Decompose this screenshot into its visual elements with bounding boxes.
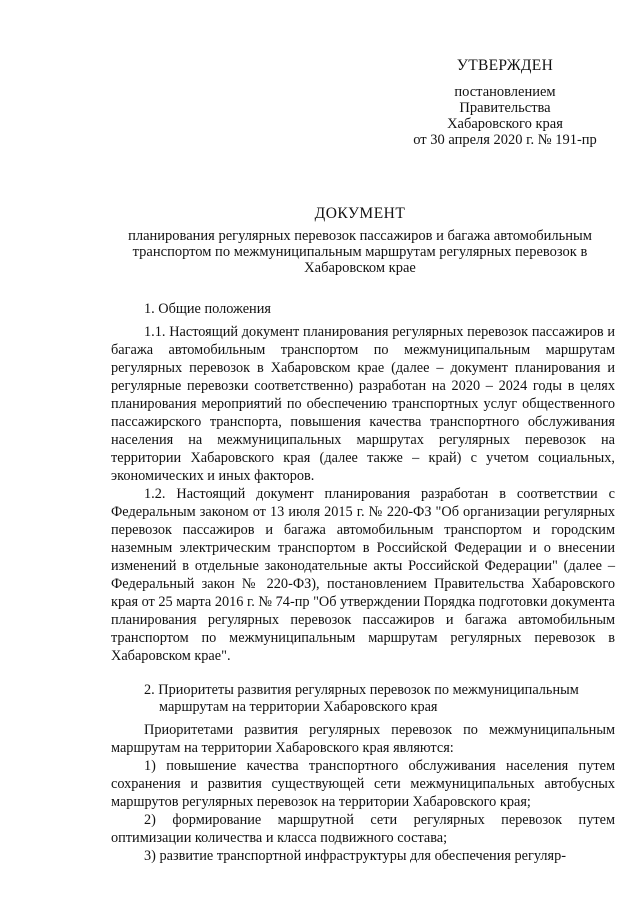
approval-line: постановлением xyxy=(454,84,556,100)
section-heading: 1. Общие положения xyxy=(144,301,271,317)
document-body xyxy=(111,300,615,865)
approval-line: Правительства xyxy=(459,100,551,116)
paragraph: 1.2. Настоящий документ планирования разработан в соответствии с Федеральным законом от 13 июля 2015 г. № 220-ФЗ "Об организации регулярных перевозок пассажиров и багажа автомобильным транспортом и городским наземным электрическим транспортом в Российской Федерации и о внесении изменений в отдельные законодательные акты Российской Федерации" (далее – Федеральный закон № 220-ФЗ), постановлением Правительства Хабаровского края от 25 марта 2016 г. № 74-пр "Об утверждении Порядка подготовки документа планирования регулярных перевозок пассажиров и багажа автомобильным транспортом по межмуниципальным маршрутам регулярных перевозок в Хабаровском крае". xyxy=(111,486,615,664)
paragraph: Приоритетами развития регулярных перевозок по межмуниципальным маршрутам на территории Хабаровского края являются: xyxy=(111,722,615,756)
section-heading: 2. Приоритеты развития регулярных перевозок по межмуниципальным маршрутам на территории Хабаровского края xyxy=(144,682,579,715)
list-item: 3) развитие транспортной инфраструктуры для обеспечения регуляр- xyxy=(144,848,566,864)
paragraph: 1.1. Настоящий документ планирования регулярных перевозок пассажиров и багажа автомобильным транспортом по межмуниципальным маршрутам регулярных перевозок в Хабаровском крае (далее – документ планирования и регулярные перевозки соответственно) разработан на 2020 – 2024 годы в целях планирования мероприятий по обеспечению транспортных услуг общественного пассажирского транспорта, повышения качества транспортного обслуживания населения на межмуниципальных маршрутах регулярных перевозок на территории Хабаровского края (далее также – край) с учетом социальных, экономических и иных факторов. xyxy=(111,324,615,484)
list-item: 2) формирование маршрутной сети регулярных перевозок путем оптимизации количества и класса подвижного состава; xyxy=(111,812,615,846)
document-subtitle: планирования регулярных перевозок пассажиров и багажа автомобильным транспортом по межмуниципальным маршрутам регулярных перевозок в Хабаровском крае xyxy=(128,228,592,276)
approval-stamp xyxy=(400,58,610,148)
approval-date: от 30 апреля 2020 г. № 191-пр xyxy=(413,132,597,148)
approval-heading: УТВЕРЖДЕН xyxy=(456,57,554,74)
document-title: ДОКУМЕНТ xyxy=(314,205,406,222)
approval-line: Хабаровского края xyxy=(447,116,563,132)
list-item: 1) повышение качества транспортного обслуживания населения путем сохранения и развития существующей сети межмуниципальных автобусных маршрутов регулярных перевозок на территории Хабаровского края; xyxy=(111,758,615,810)
